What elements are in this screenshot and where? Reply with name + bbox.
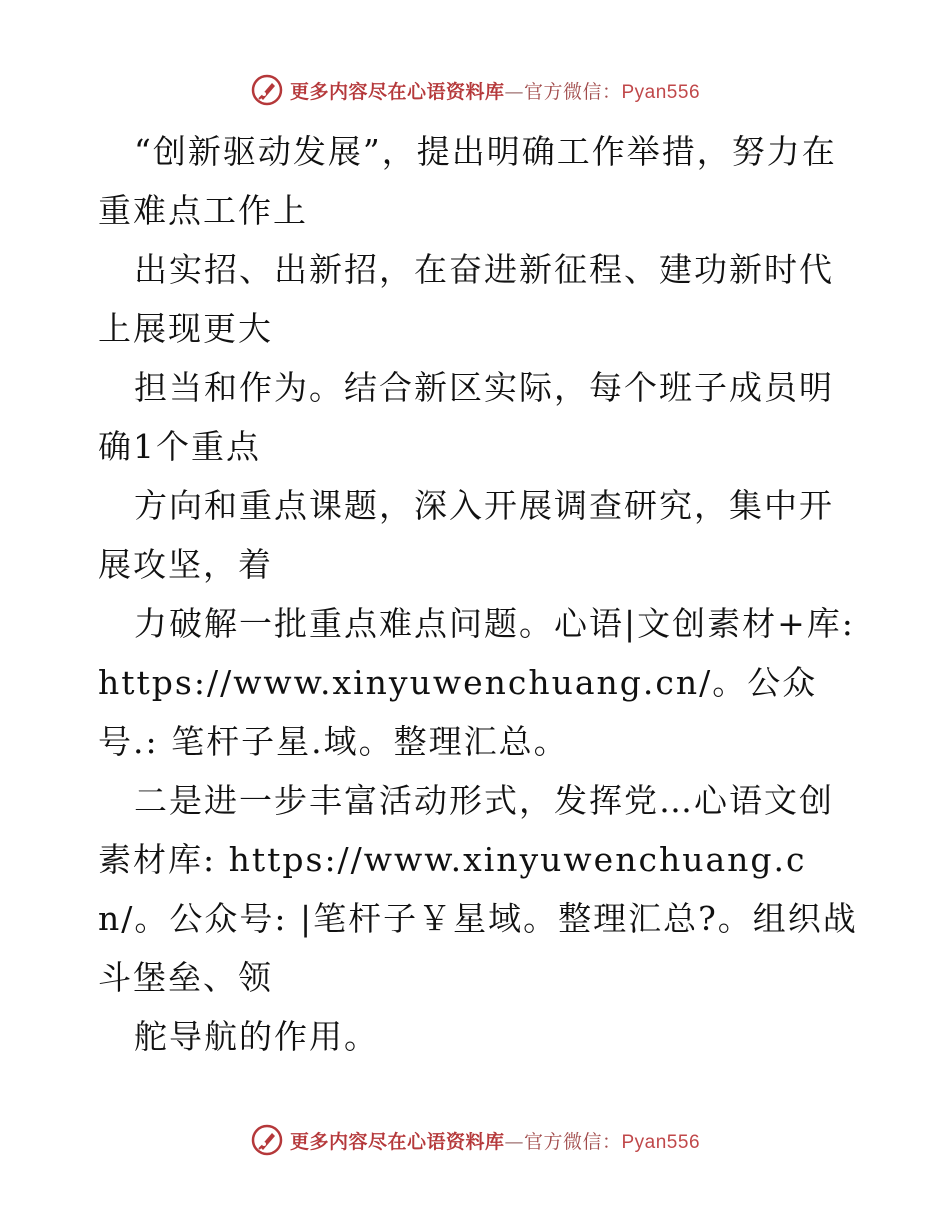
- footer-wechat-handle: Pyan556: [621, 1131, 701, 1153]
- body-paragraph: “创新驱动发展”，提出明确工作举措，努力在重难点工作上: [98, 132, 837, 230]
- pen-nib-logo-icon: [250, 73, 284, 107]
- header-brand: [290, 77, 700, 104]
- body-paragraph: 力破解一批重点难点问题。心语|文创素材+库: https://www.xinyuwenchuang.cn/。公众号.: 笔杆子星.域。整理汇总。: [98, 604, 855, 761]
- document-body: [98, 122, 858, 1066]
- header-wechat-label: 官方微信：: [523, 80, 622, 103]
- footer-wechat-label: 官方微信：: [523, 1130, 622, 1153]
- footer-brand: [290, 1127, 700, 1154]
- body-paragraph: 担当和作为。结合新区实际，每个班子成员明确1个重点: [98, 368, 834, 466]
- footer-separator: —: [504, 1130, 524, 1153]
- body-paragraph: 出实招、出新招，在奋进新征程、建功新时代上展现更大: [98, 250, 834, 348]
- body-paragraph: 舵导航的作用。: [134, 1017, 379, 1056]
- header-banner: [0, 70, 950, 110]
- body-paragraph: 二是进一步丰富活动形式，发挥党…心语文创素材库: https://www.xinyuwenchuang.cn/。公众号: |笔杆子￥星域。整理汇总?。组织战斗堡垒、领: [98, 781, 858, 997]
- body-paragraph: 方向和重点课题，深入开展调查研究，集中开展攻坚，着: [98, 486, 834, 584]
- pen-nib-logo-icon: [250, 1123, 284, 1157]
- footer-banner: [0, 1120, 950, 1160]
- footer-brand-text: 更多内容尽在心语资料库: [289, 1130, 505, 1153]
- header-separator: —: [504, 80, 524, 103]
- header-brand-text: 更多内容尽在心语资料库: [289, 80, 505, 103]
- header-wechat-handle: Pyan556: [621, 81, 701, 103]
